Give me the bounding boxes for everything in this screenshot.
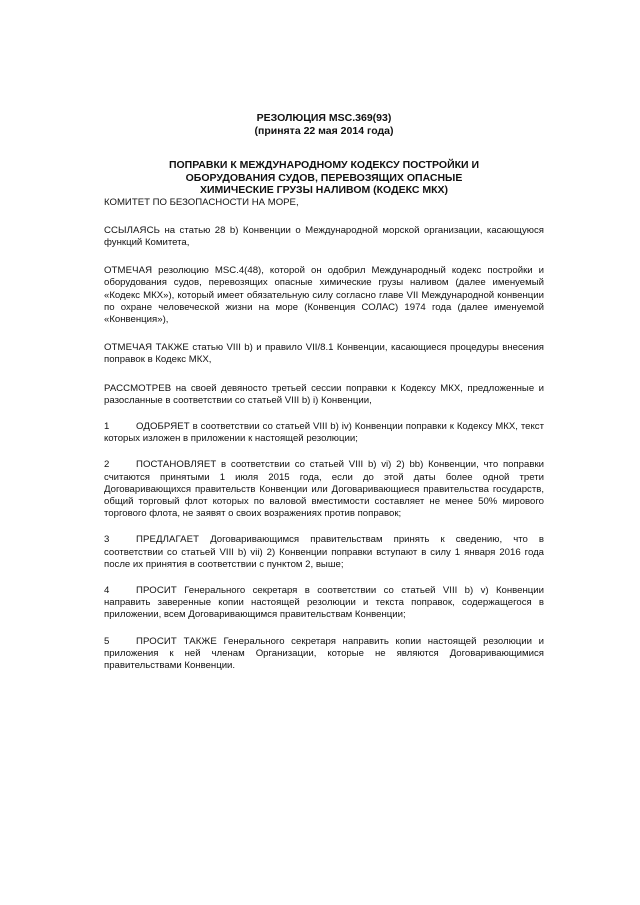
operative-paragraph	[104, 421, 544, 445]
operative-paragraph	[104, 585, 544, 622]
resolution-body	[104, 197, 544, 673]
recital-paragraph	[104, 265, 544, 326]
recital-keyword: РАССМОТРЕВ	[104, 382, 172, 394]
resolution-number: РЕЗОЛЮЦИЯ MSC.369(93)	[256, 112, 392, 124]
recital-text: статью VIII b) и правило VII/8.1 Конвенции, касающиеся процедуры внесения поправок в Кодекс МКХ,	[104, 342, 544, 366]
recital-paragraph	[104, 383, 544, 407]
adoption-date: (принята 22 мая 2014 года)	[254, 124, 394, 137]
recital-paragraph	[104, 225, 544, 249]
operative-text: Генерального секретаря в соответствии со статьей VIII b) v) Конвенции направить заверенные копии настоящей резолюции и текста поправок, содержащегося в приложении, всем Договаривающимся правительствам Конвенции;	[104, 584, 544, 621]
paragraph-number: 1	[104, 420, 110, 432]
paragraph-number: 3	[104, 534, 110, 546]
document-title	[104, 159, 544, 197]
operative-keyword: ОДОБРЯЕТ	[136, 420, 190, 432]
committee-line: КОМИТЕТ ПО БЕЗОПАСНОСТИ НА МОРЕ,	[104, 196, 299, 208]
operative-text: в соответствии со статьей VIII b) iv) Конвенции поправки к Кодексу МКХ, текст которых изложен в приложении к настоящей резолюции;	[104, 420, 544, 445]
operative-text: в соответствии со статьей VIII b) vi) 2) bb) Конвенции, что поправки считаются принятыми 1 июля 2015 года, если до этой даты более одной трети Договаривающихся правительств Конвенции или Договаривающиеся правительства государств, общий торговый флот которых по валовой вместимости составляет не менее 50% мирового торгового флота, не заявят о своих возражениях против поправок;	[104, 459, 544, 520]
operative-text: Договаривающимся правительствам принять к сведению, что в соответствии со статьей VIII b) vii) 2) Конвенции поправки вступают в силу 1 января 2016 года после их принятия в соответствии с пунктом 2, выше;	[104, 534, 544, 570]
recital-keyword: ССЫЛАЯСЬ	[104, 224, 160, 236]
paragraph-number: 4	[104, 584, 110, 596]
recital-paragraph	[104, 342, 544, 366]
recital-keyword: ОТМЕЧАЯ	[104, 265, 153, 277]
recital-text: резолюцию MSC.4(48), которой он одобрил Международный кодекс постройки и оборудования судов, перевозящих опасные химические грузы наливом (далее именуемый «Кодекс МКХ»), который имеет обязательную силу согласно главе VII Международной конвенции по охране человеческой жизни на море (Конвенция СОЛАС) 1974 года (далее именуемой «Конвенция»),	[104, 265, 544, 325]
operative-keyword: ПРОСИТ	[136, 584, 177, 596]
title-line: ХИМИЧЕСКИЕ ГРУЗЫ НАЛИВОМ (КОДЕКС МКХ)	[199, 184, 448, 196]
operative-keyword: ПОСТАНОВЛЯЕТ	[136, 459, 217, 471]
paragraph-number: 5	[104, 635, 110, 647]
title-line: ПОПРАВКИ К МЕЖДУНАРОДНОМУ КОДЕКСУ ПОСТРОЙКИ И	[168, 159, 480, 171]
operative-text: Генерального секретаря направить копии настоящей резолюции и приложения к ней членам Организации, которые не являются Договаривающимися правительствами Конвенции.	[104, 635, 544, 671]
title-line: ОБОРУДОВАНИЯ СУДОВ, ПЕРЕВОЗЯЩИХ ОПАСНЫЕ	[185, 171, 463, 184]
recital-text: на статью 28 b) Конвенции о Международной морской организации, касающуюся функций Комитета,	[104, 224, 544, 248]
operative-paragraph	[104, 534, 544, 571]
recital-keyword: ОТМЕЧАЯ ТАКЖЕ	[104, 342, 189, 354]
operative-keyword: ПРЕДЛАГАЕТ	[136, 534, 200, 546]
operative-keyword: ПРОСИТ ТАКЖЕ	[136, 635, 217, 647]
operative-paragraph	[104, 636, 544, 673]
paragraph-number: 2	[104, 459, 110, 471]
resolution-header	[104, 112, 544, 197]
operative-paragraph	[104, 459, 544, 520]
recital-text: на своей девяносто третьей сессии поправки к Кодексу МКХ, предложенные и разосланные в соответствии со статьей VIII b) i) Конвенции,	[104, 382, 544, 406]
